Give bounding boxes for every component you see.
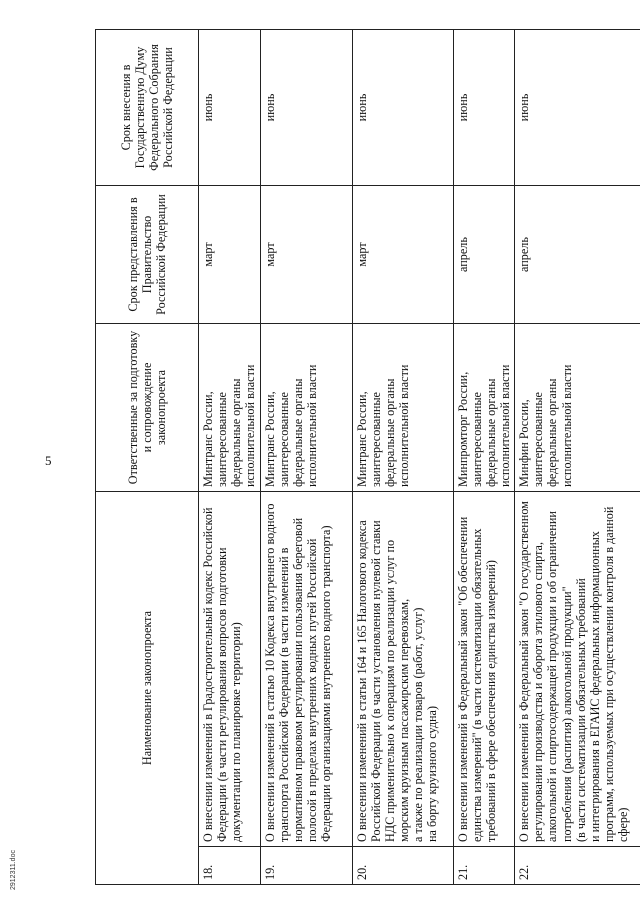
responsible-bodies: Минтранс России, заинтересованные федеральные органы исполнительной власти <box>199 324 261 492</box>
gov-deadline: март <box>352 186 453 324</box>
bill-name: О внесении изменений в Федеральный закон "Об обеспечении единства измерений" (в части систематизации обязательных требований в сфере обеспечения единства измерений) <box>453 492 515 847</box>
header-bill-name: Наименование законопроекта <box>96 492 199 885</box>
duma-deadline: июнь <box>453 30 515 186</box>
bills-table <box>95 29 640 885</box>
page-number: 5 <box>45 453 52 468</box>
gov-deadline: март <box>199 186 261 324</box>
gov-deadline: март <box>260 186 352 324</box>
row-number: 18. <box>199 847 261 885</box>
row-number: 19. <box>260 847 352 885</box>
bill-name: О внесении изменений в статью 10 Кодекса внутреннего водного транспорта Российской Федерации (в части изменений в нормативном правовом регулировании пользования береговой полосой в пределах внутренних водных путей Российской Федерации организациями внутреннего водного транспорта) <box>260 492 352 847</box>
bill-name: О внесении изменений в Федеральный закон "О государственном регулировании производства и оборота этилового спирта, алкогольной и спиртосодержащей продукции и об ограничении потребления (распития) алкогольной продукции" (в части систематизации обязательных требований и интегрирования в ЕГАИС федеральных информационных программ, используемых при осуществлении контроля в данной сфере) <box>515 492 640 847</box>
gov-deadline: апрель <box>515 186 640 324</box>
row-number: 21. <box>453 847 515 885</box>
bill-name: О внесении изменений в статьи 164 и 165 Налогового кодекса Российской Федерации (в части установления нулевой ставки НДС применительно к операциям по реализации услуг по морским круизным пассажирским перевозкам, а также по реализации товаров (работ, услуг) на борту круизного судна) <box>352 492 453 847</box>
duma-deadline: июнь <box>199 30 261 186</box>
duma-deadline: июнь <box>260 30 352 186</box>
row-number: 20. <box>352 847 453 885</box>
table-row <box>453 30 515 885</box>
duma-deadline: июнь <box>352 30 453 186</box>
table-header-row <box>96 30 199 885</box>
rotated-table-container <box>95 30 631 885</box>
header-gov-deadline: Срок представления в Правительство Российской Федерации <box>96 186 199 324</box>
responsible-bodies: Минтранс России, заинтересованные федеральные органы исполнительной власти <box>260 324 352 492</box>
document-code: 2912311.doc <box>10 850 17 890</box>
responsible-bodies: Минтранс России, заинтересованные федеральные органы исполнительной власти <box>352 324 453 492</box>
header-responsible: Ответственные за подготовку и сопровождение законопроекта <box>96 324 199 492</box>
gov-deadline: апрель <box>453 186 515 324</box>
row-number: 22. <box>515 847 640 885</box>
bill-name: О внесении изменений в Градостроительный кодекс Российской Федерации (в части регулирования вопросов подготовки документации по планировке территории) <box>199 492 261 847</box>
table-row <box>260 30 352 885</box>
responsible-bodies: Минпромторг России, заинтересованные федеральные органы исполнительной власти <box>453 324 515 492</box>
responsible-bodies: Минфин России, заинтересованные федеральные органы исполнительной власти <box>515 324 640 492</box>
header-duma-deadline: Срок внесения в Государственную Думу Федерального Собрания Российской Федерации <box>96 30 199 186</box>
duma-deadline: июнь <box>515 30 640 186</box>
table-row <box>352 30 453 885</box>
table-row <box>515 30 640 885</box>
table-row <box>199 30 261 885</box>
